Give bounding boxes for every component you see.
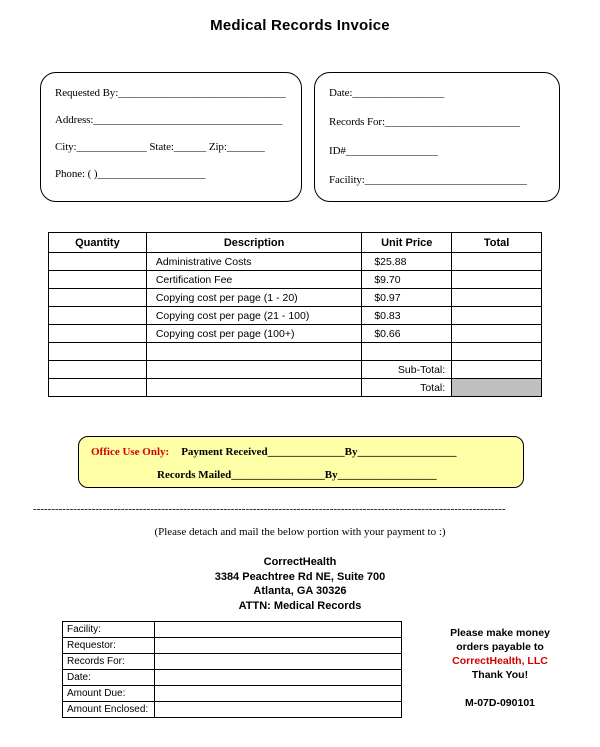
stub-label-amount-due: Amount Due: (63, 686, 155, 702)
office-use-line-1 (91, 446, 511, 458)
table-header-row (49, 233, 542, 253)
payment-stub-table (62, 621, 402, 718)
facility-field[interactable]: Facility:______________________________ (329, 174, 527, 186)
cell-quantity[interactable] (49, 289, 147, 307)
office-use-label: Office Use Only: (91, 446, 170, 458)
records-mailed-field[interactable]: Records Mailed_________________By__________________ (157, 469, 437, 481)
cell-quantity[interactable] (49, 253, 147, 271)
subtotal-label: Sub-Total: (362, 361, 452, 379)
remit-city-state-zip: Atlanta, GA 30326 (253, 585, 347, 597)
cell-quantity[interactable] (49, 307, 147, 325)
column-header-quantity: Quantity (49, 233, 147, 253)
spacer-cell (146, 379, 362, 397)
line-items-table (48, 232, 542, 397)
stub-value-facility[interactable] (154, 622, 401, 638)
cell-unit-price: $9.70 (362, 271, 452, 289)
payee-name: CorrectHealth, LLC (452, 655, 548, 667)
stub-label-requestor: Requestor: (63, 638, 155, 654)
total-label: Total: (362, 379, 452, 397)
spacer-cell (49, 361, 147, 379)
cell-description: Copying cost per page (21 - 100) (146, 307, 362, 325)
cell-unit-price[interactable] (362, 343, 452, 361)
column-header-description: Description (146, 233, 362, 253)
document-number: M-07D-090101 (464, 697, 536, 709)
stub-value-records-for[interactable] (154, 654, 401, 670)
header-fields-area (40, 72, 560, 202)
requested-by-field[interactable]: Requested By:_______________________________ (55, 87, 286, 99)
cell-unit-price: $0.83 (362, 307, 452, 325)
id-field[interactable]: ID#_________________ (329, 145, 438, 157)
stub-label-facility: Facility: (63, 622, 155, 638)
records-for-field[interactable]: Records For:_________________________ (329, 116, 520, 128)
remit-to-block (0, 555, 600, 613)
office-use-only-box (78, 436, 524, 488)
column-header-total: Total (452, 233, 542, 253)
table-row (49, 271, 542, 289)
table-row (49, 307, 542, 325)
records-box (314, 72, 560, 202)
cell-unit-price: $0.97 (362, 289, 452, 307)
cell-quantity[interactable] (49, 325, 147, 343)
cell-unit-price: $0.66 (362, 325, 452, 343)
column-header-unit-price: Unit Price (362, 233, 452, 253)
stub-value-requestor[interactable] (154, 638, 401, 654)
detach-instructions: (Please detach and mail the below portion with your payment to :) (154, 526, 446, 538)
requester-box (40, 72, 302, 202)
payment-received-field[interactable]: Payment Received______________By__________________ (181, 446, 457, 458)
stub-label-records-for: Records For: (63, 654, 155, 670)
payment-instructions-line-2: orders payable to (456, 641, 544, 653)
table-row (49, 343, 542, 361)
table-row (49, 289, 542, 307)
cell-quantity[interactable] (49, 271, 147, 289)
stub-row (63, 622, 402, 638)
invoice-page (0, 17, 600, 747)
phone-field[interactable]: Phone: ( )____________________ (55, 168, 206, 180)
cell-description: Copying cost per page (100+) (146, 325, 362, 343)
city-state-zip-field[interactable]: City:_____________ State:______ Zip:_______ (55, 141, 265, 153)
cell-total[interactable] (452, 271, 542, 289)
remit-company: CorrectHealth (263, 556, 337, 568)
total-row (49, 379, 542, 397)
cell-description: Administrative Costs (146, 253, 362, 271)
subtotal-value[interactable] (452, 361, 542, 379)
page-title: Medical Records Invoice (210, 17, 390, 34)
stub-row (63, 702, 402, 718)
address-field[interactable]: Address:___________________________________ (55, 114, 283, 126)
cell-unit-price: $25.88 (362, 253, 452, 271)
stub-row (63, 638, 402, 654)
stub-value-amount-due[interactable] (154, 686, 401, 702)
table-row (49, 325, 542, 343)
stub-row (63, 654, 402, 670)
remit-attn: ATTN: Medical Records (238, 599, 362, 612)
table-row (49, 253, 542, 271)
payment-instructions (410, 626, 590, 682)
remit-address: 3384 Peachtree Rd NE, Suite 700 (214, 570, 386, 583)
cell-total[interactable] (452, 325, 542, 343)
cell-quantity[interactable] (49, 343, 147, 361)
office-use-line-2 (91, 469, 511, 481)
cell-description: Certification Fee (146, 271, 362, 289)
date-field[interactable]: Date:_________________ (329, 87, 445, 99)
cell-total[interactable] (452, 289, 542, 307)
cell-description[interactable] (146, 343, 362, 361)
cell-total[interactable] (452, 307, 542, 325)
stub-value-date[interactable] (154, 670, 401, 686)
cell-total[interactable] (452, 253, 542, 271)
payment-instructions-line-1: Please make money (450, 627, 550, 639)
cell-description: Copying cost per page (1 - 20) (146, 289, 362, 307)
spacer-cell (49, 379, 147, 397)
stub-row (63, 686, 402, 702)
subtotal-row (49, 361, 542, 379)
stub-label-date: Date: (63, 670, 155, 686)
spacer-cell (146, 361, 362, 379)
stub-value-amount-enclosed[interactable] (154, 702, 401, 718)
detach-separator: --------------------------------------------------------------------------------------------------------------------------------- (33, 503, 506, 515)
thank-you-text: Thank You! (471, 669, 529, 681)
stub-row (63, 670, 402, 686)
stub-label-amount-enclosed: Amount Enclosed: (63, 702, 155, 718)
cell-total[interactable] (452, 343, 542, 361)
total-value[interactable] (452, 379, 542, 397)
